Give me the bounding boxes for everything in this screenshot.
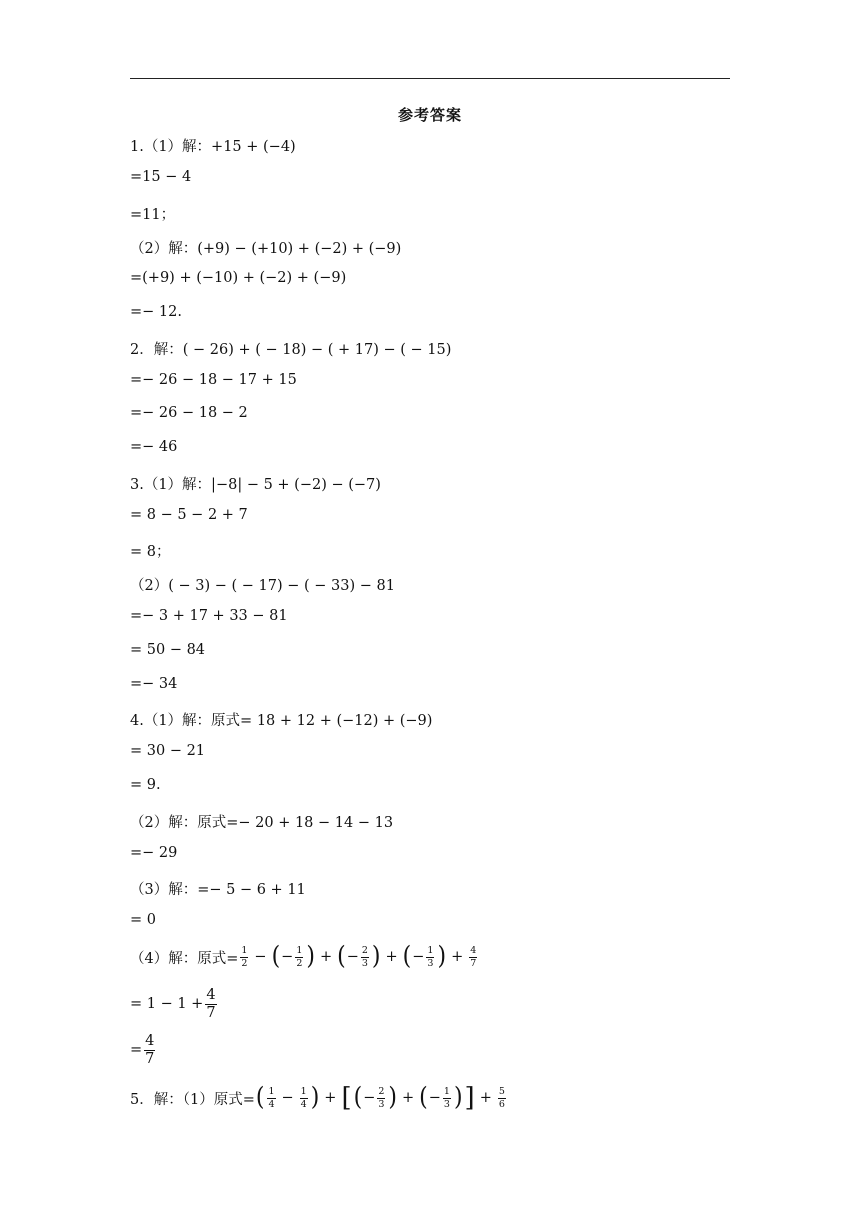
fraction: $\frac{1}{3}$: [427, 945, 434, 969]
answer-line: = 50 − 84: [130, 642, 206, 658]
answer-line: 4.（1）解：原式= 18 + 12 + (−12) + (−9): [130, 713, 433, 729]
answer-line: 2．解：( − 26) + ( − 18) − ( + 17) − ( − 15): [130, 342, 452, 358]
answer-line-fractions: = 1 − 1 + $\frac{4}{7}$: [130, 987, 216, 1021]
answer-line: =(+9) + (−10) + (−2) + (−9): [130, 270, 347, 286]
answer-line: = 9.: [130, 777, 161, 793]
answer-line: =− 3 + 17 + 33 − 81: [130, 608, 288, 624]
answer-line: （2）解：原式=− 20 + 18 − 14 − 13: [130, 815, 394, 831]
expr-prefix: （4）解：原式=: [130, 950, 239, 967]
answer-line: =15 − 4: [130, 169, 192, 185]
answer-line: =− 34: [130, 676, 178, 692]
header-rule: [130, 78, 730, 79]
answer-line: = 8 − 5 − 2 + 7: [130, 507, 248, 523]
answer-line: =− 26 − 18 − 2: [130, 405, 248, 421]
answer-line: （2）解：(+9) − (+10) + (−2) + (−9): [130, 241, 402, 257]
answer-line: =− 12.: [130, 304, 182, 320]
fraction: $\frac{2}{3}$: [361, 945, 368, 969]
answer-line: =− 26 − 18 − 17 + 15: [130, 372, 297, 388]
answer-line: =− 29: [130, 845, 178, 861]
answer-line: = 0: [130, 912, 156, 928]
fraction: $\frac{1}{3}$: [443, 1086, 450, 1110]
fraction: $\frac{1}{2}$: [296, 945, 303, 969]
fraction: $\frac{1}{2}$: [241, 945, 248, 969]
fraction: $\frac{2}{3}$: [378, 1086, 385, 1110]
fraction: $\frac{4}{7}$: [145, 1033, 155, 1067]
fraction: $\frac{4}{7}$: [470, 945, 477, 969]
answer-line: 1.（1）解：+15 + (−4): [130, 139, 296, 155]
answer-line: （2）( − 3) − ( − 17) − ( − 33) − 81: [130, 578, 395, 594]
answer-line-fractions: （4）解：原式= $\frac{1}{2}$ − ( − $\frac{1}{2}$ ) + ( − $\frac{2}{3}$ ) + ( − $\frac{1}{3}$ ) + $\frac{4}{7}$: [130, 942, 477, 971]
fraction: $\frac{1}{4}$: [268, 1086, 275, 1110]
fraction: $\frac{1}{4}$: [300, 1086, 307, 1110]
answer-line: = 8；: [130, 544, 171, 560]
answer-line: 3.（1）解：|−8| − 5 + (−2) − (−7): [130, 477, 381, 493]
fraction: $\frac{5}{6}$: [498, 1086, 505, 1110]
answer-line: =11；: [130, 207, 176, 223]
answer-line: =− 46: [130, 439, 178, 455]
fraction: $\frac{4}{7}$: [206, 987, 216, 1021]
answer-line: = 30 − 21: [130, 743, 206, 759]
answer-line-fractions: 5．解：（1）原式= ( $\frac{1}{4}$ − $\frac{1}{4}$ ) + [ ( − $\frac{2}{3}$ ) + ( − $\frac{1}{3}$ ) ] + $\frac{5}{6}$: [130, 1083, 505, 1113]
answer-line-fractions: = $\frac{4}{7}$: [130, 1033, 155, 1067]
answer-line: （3）解：=− 5 − 6 + 11: [130, 882, 306, 898]
page-title: 参考答案: [397, 106, 462, 124]
